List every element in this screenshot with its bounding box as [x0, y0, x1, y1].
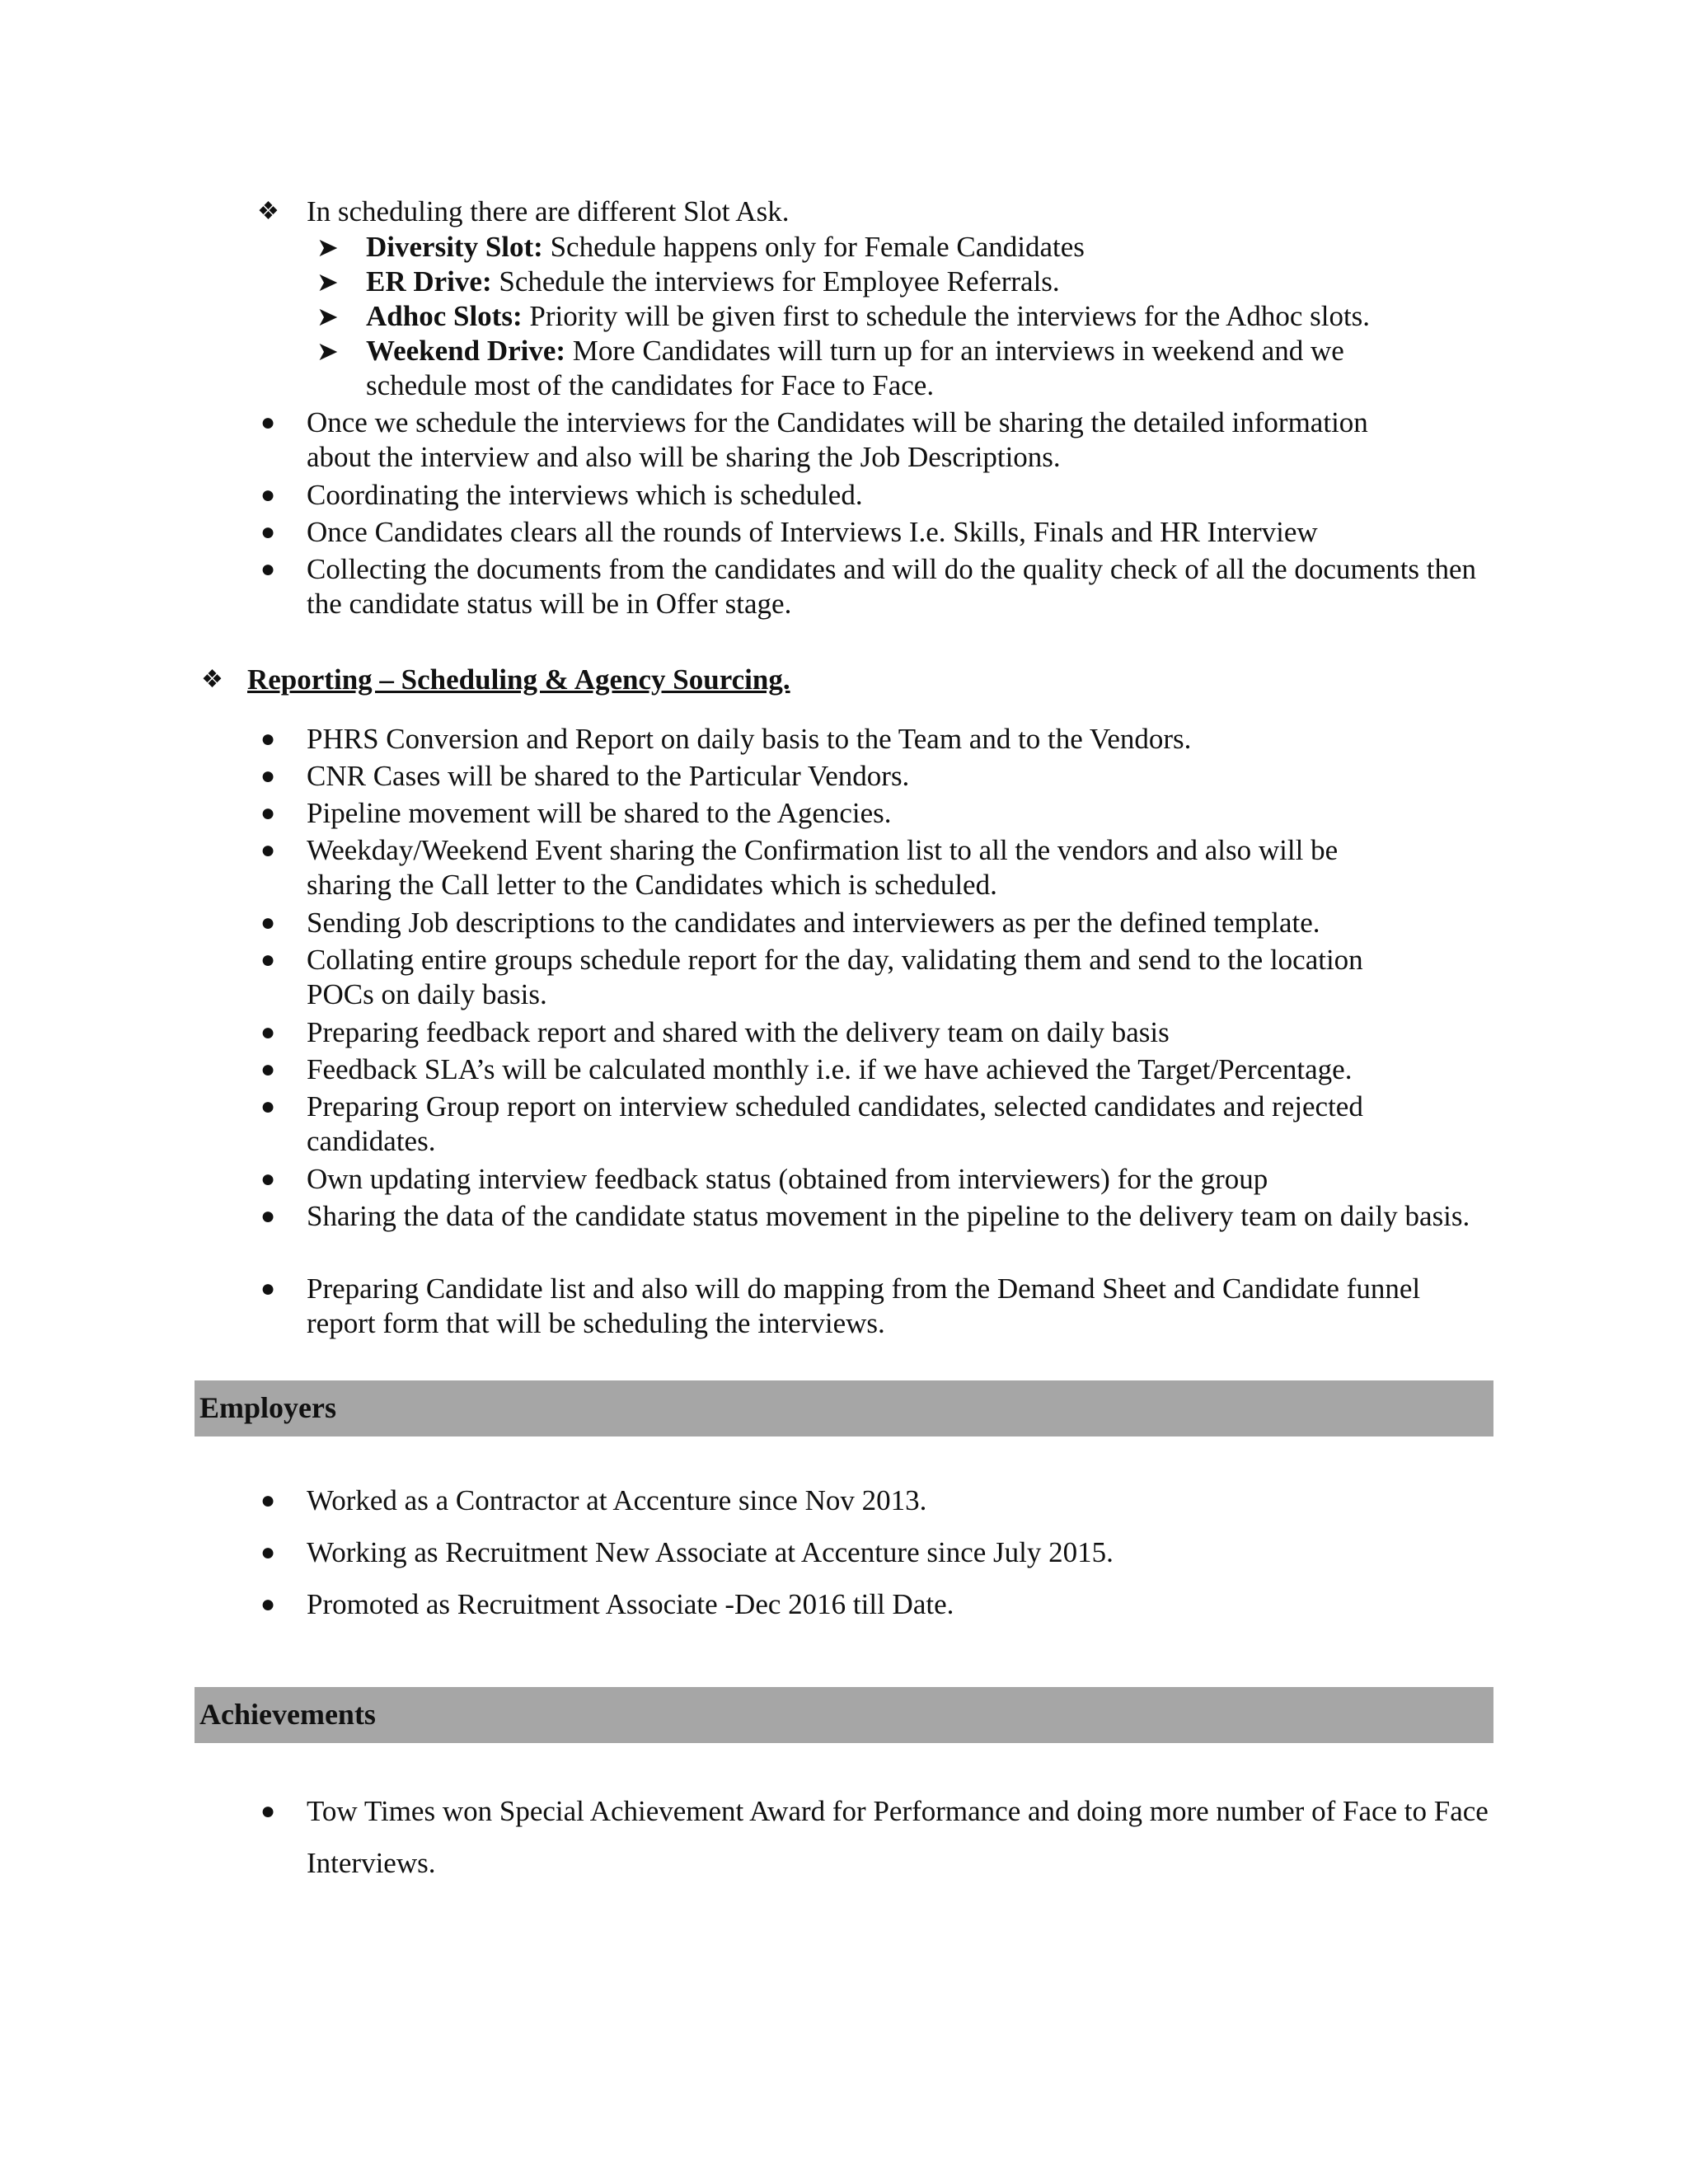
list-item: ● Coordinating the interviews which is scheduled. — [260, 479, 863, 511]
list-item: ● Collecting the documents from the candidates and will do the quality check of all the documents then the candidate status will be in Offer stage. — [260, 553, 1477, 620]
slot-item — [316, 265, 1495, 299]
list-item: ● Preparing Candidate list and also will do mapping from the Demand Sheet and Candidate funnel report form that will be scheduling the interviews. — [260, 1272, 1421, 1339]
bullet-dot-icon: ● — [260, 518, 276, 546]
bullet-dot-icon: ● — [260, 1591, 276, 1618]
bullet-dot-icon: ● — [260, 555, 276, 583]
scheduling-intro — [257, 194, 1493, 229]
slot-item — [316, 299, 1495, 334]
list-item: ● Working as Recruitment New Associate at Accenture since July 2015. — [260, 1536, 1114, 1568]
slot-label: Diversity Slot: — [366, 231, 543, 263]
bullet-dot-icon: ● — [260, 1275, 276, 1302]
list-item: ● Own updating interview feedback status (obtained from interviewers) for the group — [260, 1163, 1268, 1195]
bullet-dot-icon: ● — [260, 1202, 276, 1230]
bullet-dot-icon: ● — [260, 1539, 276, 1566]
list-item: ● Pipeline movement will be shared to the Agencies. — [260, 797, 892, 829]
bullet-dot-icon: ● — [260, 481, 276, 509]
list-item: ● Collating entire groups schedule report for the day, validating them and send to the location POCs on daily basis. — [260, 944, 1363, 1010]
list-item: ● Preparing feedback report and shared with the delivery team on daily basis — [260, 1016, 1170, 1048]
bullet-dot-icon: ● — [260, 1093, 276, 1120]
bullet-dot-icon: ● — [260, 725, 276, 752]
bullet-dot-icon: ● — [260, 799, 276, 827]
slot-item — [316, 334, 1413, 403]
slot-text: More Candidates will turn up for an interviews in weekend and we schedule most of the candidates for Face to Face. — [366, 335, 1344, 401]
slot-label: Weekend Drive: — [366, 335, 566, 367]
arrow-bullet-icon: ➤ — [316, 232, 339, 262]
section-title: Employers — [199, 1391, 336, 1424]
scheduling-intro-text: In scheduling there are different Slot Ask. — [307, 195, 790, 227]
list-item: ● Promoted as Recruitment Associate -Dec 2016 till Date. — [260, 1588, 954, 1620]
slot-text: Schedule the interviews for Employee Referrals. — [491, 265, 1060, 298]
section-title: Achievements — [199, 1698, 376, 1731]
list-item: ● PHRS Conversion and Report on daily basis to the Team and to the Vendors. — [260, 723, 1192, 755]
slot-text: Schedule happens only for Female Candidates — [542, 231, 1085, 263]
bullet-dot-icon: ● — [260, 837, 276, 864]
achievements-section-header — [195, 1687, 1493, 1743]
bullet-dot-icon: ● — [260, 1487, 276, 1514]
employers-section-header — [195, 1380, 1493, 1436]
list-item: ● Once Candidates clears all the rounds of Interviews I.e. Skills, Finals and HR Interview — [260, 516, 1318, 548]
list-item: ● Once we schedule the interviews for the Candidates will be sharing the detailed information about the interview and also will be sharing the Job Descriptions. — [260, 406, 1368, 473]
list-item: ● Feedback SLA’s will be calculated monthly i.e. if we have achieved the Target/Percentage. — [260, 1053, 1353, 1085]
list-item: ● CNR Cases will be shared to the Particular Vendors. — [260, 760, 910, 792]
bullet-dot-icon: ● — [260, 1019, 276, 1046]
arrow-bullet-icon: ➤ — [316, 336, 339, 366]
reporting-section — [201, 663, 1437, 697]
list-item: ● Weekday/Weekend Event sharing the Confirmation list to all the vendors and also will be sharing the Call letter to the Candidates which is scheduled. — [260, 834, 1339, 901]
bullet-dot-icon: ● — [260, 409, 276, 436]
bullet-dot-icon: ● — [260, 1056, 276, 1083]
bullet-dot-icon: ● — [260, 762, 276, 790]
arrow-bullet-icon: ➤ — [316, 267, 339, 297]
slot-text: Priority will be given first to schedule the interviews for the Adhoc slots. — [522, 300, 1371, 332]
bullet-dot-icon: ● — [260, 946, 276, 973]
diamond-bullet-icon: ❖ — [201, 666, 223, 693]
slot-label: ER Drive: — [366, 265, 492, 298]
list-item: ● Tow Times won Special Achievement Award for Performance and doing more number of Face to Face Interviews. — [257, 1785, 1493, 1889]
bullet-dot-icon: ● — [260, 1165, 276, 1193]
list-item: ● Preparing Group report on interview scheduled candidates, selected candidates and rejected candidates. — [260, 1090, 1363, 1157]
bullet-dot-icon: ● — [260, 909, 276, 936]
list-item: ● Sending Job descriptions to the candidates and interviewers as per the defined template. — [260, 907, 1320, 939]
section-heading: Reporting – Scheduling & Agency Sourcing. — [247, 663, 790, 696]
slot-item — [316, 230, 1495, 265]
list-item: ● Sharing the data of the candidate status movement in the pipeline to the delivery team on daily basis. — [260, 1200, 1470, 1232]
arrow-bullet-icon: ➤ — [316, 302, 339, 331]
list-item: ● Worked as a Contractor at Accenture since Nov 2013. — [260, 1484, 927, 1516]
bullet-dot-icon: ● — [260, 1797, 276, 1825]
diamond-bullet-icon: ❖ — [257, 198, 279, 225]
slot-label: Adhoc Slots: — [366, 300, 523, 332]
